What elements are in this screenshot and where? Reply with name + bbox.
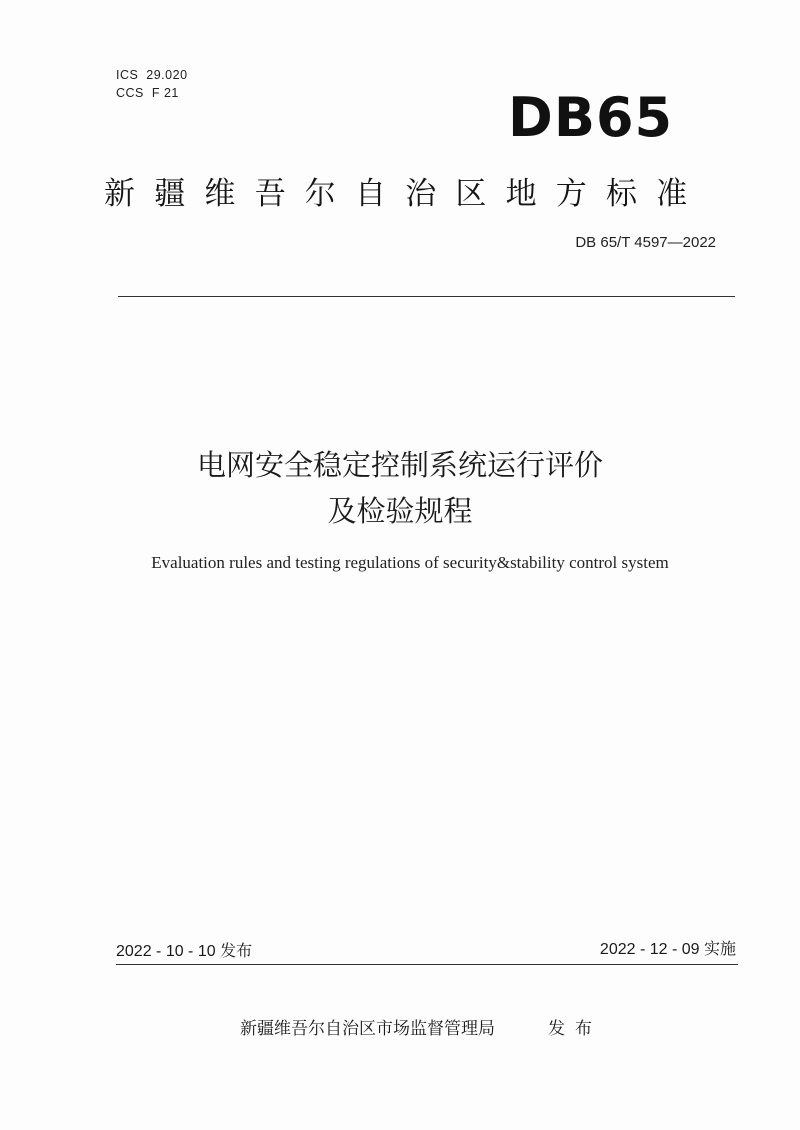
title-line-1: 电网安全稳定控制系统运行评价 — [196, 448, 603, 482]
db-logo: DB65 — [508, 86, 674, 149]
bottom-divider — [116, 964, 738, 965]
title-line-2: 及检验规程 — [327, 494, 473, 528]
ics-code: ICS 29.020 — [116, 68, 188, 82]
top-divider — [118, 296, 735, 297]
ccs-code: CCS F 21 — [116, 86, 179, 100]
document-title-cn — [100, 442, 700, 534]
issue-date: 2022 - 10 - 10 发布 — [116, 943, 253, 960]
publisher-name: 新疆维吾尔自治区市场监督管理局 — [240, 1019, 495, 1039]
standard-type: 新疆维吾尔自治区地方标准 — [104, 176, 707, 212]
standard-code: DB 65/T 4597—2022 — [575, 234, 716, 251]
publish-action: 发布 — [548, 1019, 602, 1039]
classification-codes — [116, 66, 188, 102]
implementation-date: 2022 - 12 - 09 实施 — [599, 941, 736, 958]
document-title-en: Evaluation rules and testing regulations of security&stability control system — [151, 553, 669, 572]
